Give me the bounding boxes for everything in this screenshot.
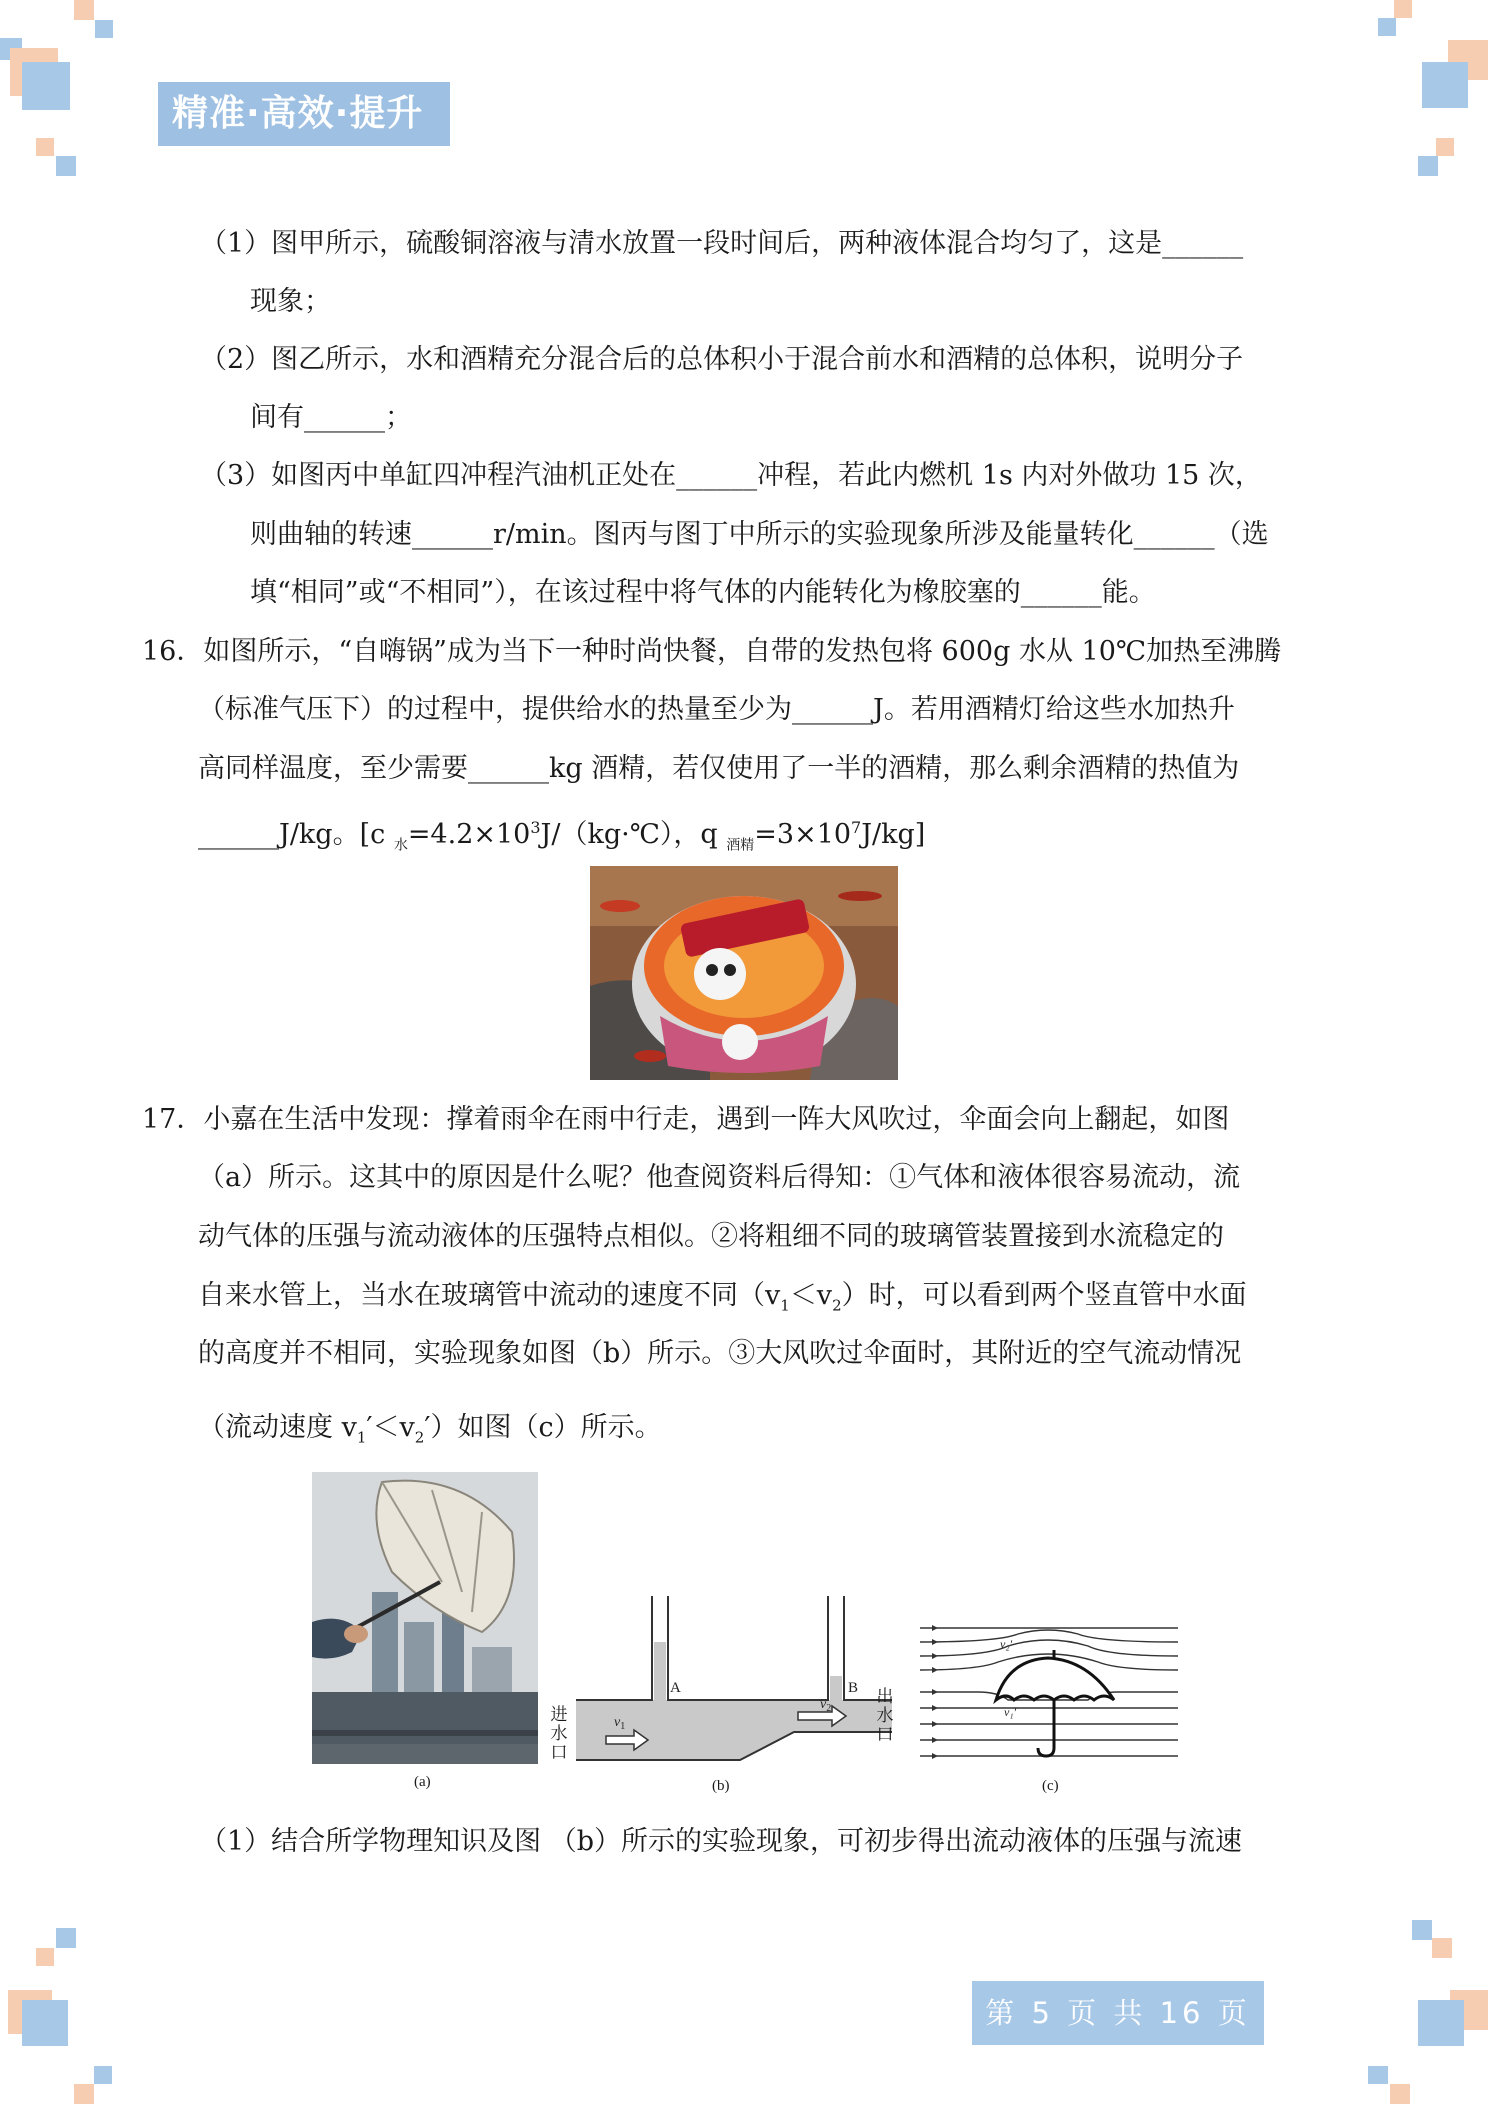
- text-line: （1）结合所学物理知识及图 （b）所示的实验现象，可初步得出流动液体的压强与流速: [200, 1826, 1243, 1857]
- text-line: [198, 1276, 1247, 1325]
- text-line: （3）如图丙中单缸四冲程汽油机正处在______冲程，若此内燃机 1s 内对外做功 15 次，: [200, 460, 1262, 491]
- corner-decoration: [1412, 1920, 1432, 1940]
- text-fragment: （流动速度 v: [198, 1412, 357, 1443]
- hotpot-photo: [590, 866, 898, 1080]
- velocity-v2-label: [820, 1697, 831, 1714]
- text-line: （1）图甲所示，硫酸铜溶液与清水放置一段时间后，两种液体混合均匀了，这是______: [200, 228, 1244, 259]
- corner-decoration: [1394, 0, 1412, 18]
- text-line: 高同样温度，至少需要______kg 酒精，若仅使用了一半的酒精，那么剩余酒精的热值为: [198, 753, 1240, 784]
- inlet-label-char: 进: [550, 1705, 568, 1725]
- subscript: 2: [414, 1428, 425, 1447]
- figure-b-caption: (b): [712, 1778, 730, 1794]
- text-line: （2）图乙所示，水和酒精充分混合后的总体积小于混合前水和酒精的总体积，说明分子: [200, 344, 1244, 375]
- corner-decoration: [1422, 62, 1468, 108]
- figure-b-tube-diagram: [572, 1592, 892, 1768]
- text-fragment: J/（kg·℃），q: [540, 819, 727, 850]
- subscript: 2: [832, 1296, 842, 1315]
- corner-decoration: [1436, 138, 1454, 156]
- corner-decoration: [74, 0, 94, 20]
- figure-c-airflow-diagram: [918, 1620, 1180, 1770]
- text-line: [198, 1408, 662, 1457]
- corner-decoration: [56, 1928, 76, 1948]
- text-fragment: =3×10: [754, 819, 852, 850]
- text-fragment: ′）如图（c）所示。: [424, 1412, 662, 1443]
- tube-b-label: B: [848, 1680, 859, 1696]
- superscript: 7: [851, 818, 862, 837]
- outlet-label-char: 口: [876, 1725, 894, 1745]
- outlet-label-char: 出: [876, 1687, 894, 1707]
- corner-decoration: [36, 138, 54, 156]
- text-line: （标准气压下）的过程中，提供给水的热量至少为______J。若用酒精灯给这些水加热升: [198, 694, 1235, 725]
- subscript: 1: [780, 1296, 790, 1315]
- velocity-v1-prime-label: v₁′: [1004, 1705, 1017, 1719]
- corner-decoration: [94, 2066, 112, 2084]
- text-fragment: ′＜v: [366, 1412, 415, 1443]
- text-fragment: ）时，可以看到两个竖直管中水面: [841, 1280, 1247, 1311]
- inlet-label-char: 水: [550, 1724, 568, 1744]
- text-line: 填“相同”或“不相同”），在该过程中将气体的内能转化为橡胶塞的______能。: [250, 577, 1156, 608]
- header-title: 精准·高效·提升: [158, 82, 450, 146]
- text-line: 则曲轴的转速______r/min。图丙与图丁中所示的实验现象所涉及能量转化______（选: [250, 519, 1269, 550]
- figure-c-caption: (c): [1042, 1778, 1059, 1794]
- text-fragment: J/kg]: [861, 819, 926, 850]
- text-line: 16．如图所示，“自嗨锅”成为当下一种时尚快餐，自带的发热包将 600g 水从 10℃加热至沸腾: [142, 636, 1282, 667]
- text-line: （a）所示。这其中的原因是什么呢？他查阅资料后得知：①气体和液体很容易流动，流: [198, 1162, 1241, 1193]
- corner-decoration: [56, 156, 76, 176]
- subscript: 1: [356, 1428, 367, 1447]
- text-fragment: =4.2×10: [407, 819, 531, 850]
- inlet-label-char: 口: [550, 1743, 568, 1763]
- corner-decoration: [22, 2000, 68, 2046]
- corner-decoration: [95, 20, 113, 38]
- text-line: [198, 808, 925, 865]
- tube-a-label: A: [670, 1680, 681, 1696]
- text-line: 的高度并不相同，实验现象如图（b）所示。③大风吹过伞面时，其附近的空气流动情况: [198, 1338, 1242, 1369]
- text-fragment: 自来水管上，当水在玻璃管中流动的速度不同（v: [198, 1280, 781, 1311]
- text-fragment: ______J/kg。[c: [198, 819, 394, 850]
- velocity-subscript: 1: [620, 1721, 626, 1732]
- corner-decoration: [1418, 2000, 1464, 2046]
- corner-decoration: [1378, 18, 1396, 36]
- text-line: 间有______；: [250, 402, 412, 433]
- corner-decoration: [74, 2084, 94, 2104]
- velocity-v2-prime-label: v₂′: [1000, 1637, 1013, 1651]
- corner-decoration: [36, 1948, 54, 1966]
- velocity-symbol: v: [614, 1715, 621, 1730]
- subscript: 酒精: [726, 837, 755, 854]
- figure-a-umbrella-photo: [312, 1472, 538, 1764]
- velocity-symbol: v: [820, 1697, 827, 1712]
- corner-decoration: [1390, 2084, 1410, 2104]
- superscript: 3: [530, 818, 541, 837]
- corner-decoration: [1418, 156, 1438, 176]
- figure-a-caption: (a): [414, 1774, 431, 1790]
- text-line: 现象；: [250, 286, 331, 317]
- text-line: 17．小嘉在生活中发现：撑着雨伞在雨中行走，遇到一阵大风吹过，伞面会向上翻起，如图: [142, 1104, 1230, 1135]
- velocity-subscript: 2: [826, 1703, 832, 1714]
- outlet-label-char: 水: [876, 1706, 894, 1726]
- corner-decoration: [1368, 2066, 1388, 2084]
- corner-decoration: [1432, 1938, 1452, 1958]
- page-number: 第 5 页 共 16 页: [972, 1981, 1264, 2045]
- text-line: 动气体的压强与流动液体的压强特点相似。②将粗细不同的玻璃管装置接到水流稳定的: [198, 1221, 1224, 1252]
- corner-decoration: [22, 62, 70, 110]
- text-fragment: ＜v: [789, 1280, 833, 1311]
- subscript: 水: [393, 837, 408, 854]
